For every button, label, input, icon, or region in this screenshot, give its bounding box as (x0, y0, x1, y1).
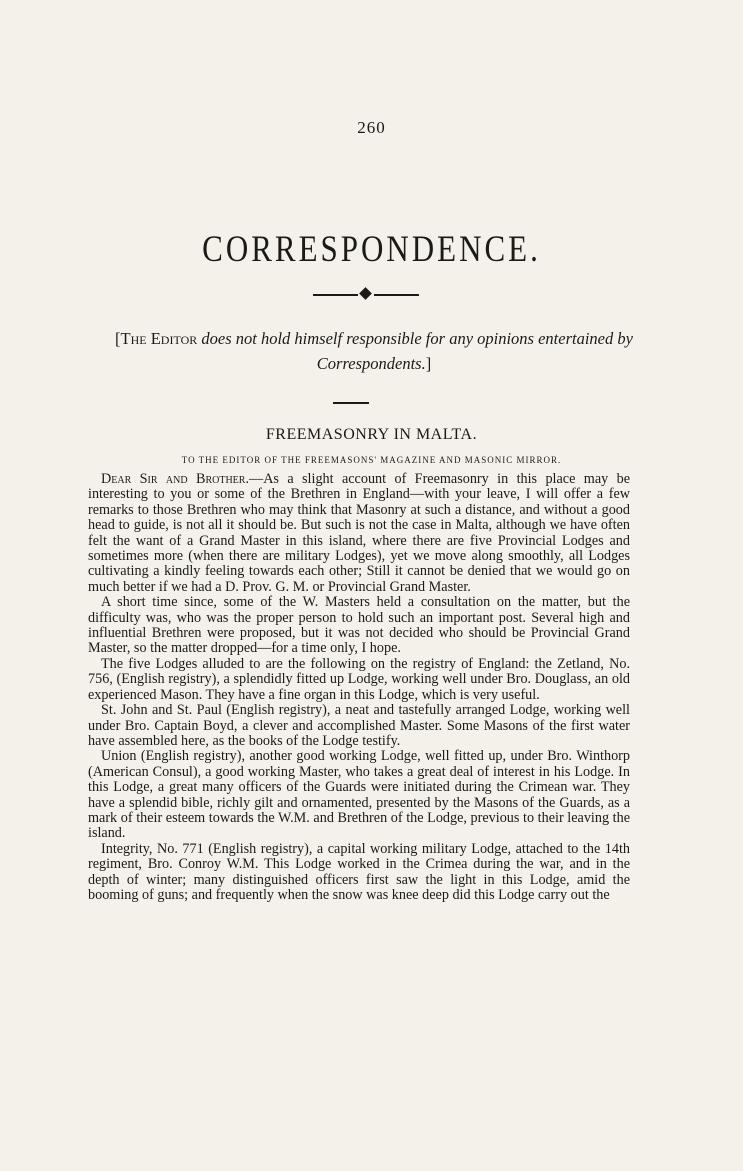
editor-disclaimer: [The Editor does not hold himself responsible for any opinions entertained by Correspondents.] (115, 329, 633, 373)
article-body (88, 472, 630, 903)
disclaimer-text: does not hold himself responsible for any opinions entertained by Correspondents. (197, 329, 633, 373)
paragraph-5: Union (English registry), another good working Lodge, well fitted up, under Bro. Winthorp (American Consul), a good working Master, who takes a great deal of interest in his Lodge. In this Lodge, a great many officers of the Guards were initiated during the Crimean war. They have a splendid bible, richly gilt and ornamented, presented by the Masons of the Guards, as a mark of their esteem towards the W.M. and Brethren of the Lodge, previous to their leaving the island. (88, 748, 630, 842)
paragraph-1: Dear Sir and Brother.—As a slight account of Freemasonry in this place may be interesting to you or some of the Brethren in England—with your leave, I will offer a few remarks to those Brethren who may think that Masonry at such a distance, and without a good head to guide, is not all it should be. But such is not the case in Malta, although we have often felt the want of a Grand Master in this island, where there are five Provincial Lodges and sometimes more (when there are military Lodges), yet we move along smoothly, all Lodges cultivating a kindly feeling towards each other; Still it cannot be denied that we would go on much better if we had a D. Prov. G. M. or Provincial Grand Master. (88, 471, 630, 595)
paragraph-3: The five Lodges alluded to are the following on the registry of England: the Zetland, No. 756, (English registry), a splendidly fitted up Lodge, working well under Bro. Douglass, an old experienced Mason. They have a fine organ in this Lodge, which is very useful. (88, 655, 630, 703)
paragraph-2: A short time since, some of the W. Masters held a consultation on the matter, but the difficulty was, who was the proper person to hold such an important post. Several high and influential Brethren were proposed, but it was not decided who should be Provincial Grand Master, so the matter dropped—for a time only, I hope. (88, 594, 630, 657)
paragraph-4: St. John and St. Paul (English registry), a neat and tastefully arranged Lodge, working well under Bro. Captain Boyd, a clever and accomplished Master. Some Masons of the first water have assembled here, as the books of the Lodge testify. (88, 702, 630, 749)
divider-rule (333, 402, 369, 404)
salutation: Dear Sir and Brother. (101, 471, 249, 487)
paragraph-6: Integrity, No. 771 (English registry), a capital working military Lodge, attached to the 14th regiment, Bro. Conroy W.M. This Lodge worked in the Crimea during the war, and in the depth of winter; many distinguished officers first saw the light in this Lodge, amid the booming of guns; and frequently when the snow was knee deep did this Lodge carry out the (88, 840, 630, 903)
article-title: FREEMASONRY IN MALTA. (265, 426, 478, 443)
section-title: CORRESPONDENCE. (202, 228, 541, 270)
page-number: 260 (357, 118, 386, 137)
disclaimer-editor: The Editor (120, 329, 198, 348)
addressee-line: TO THE EDITOR OF THE FREEMASONS' MAGAZINE AND MASONIC MIRROR. (181, 455, 562, 465)
ornament-rule (313, 288, 419, 302)
